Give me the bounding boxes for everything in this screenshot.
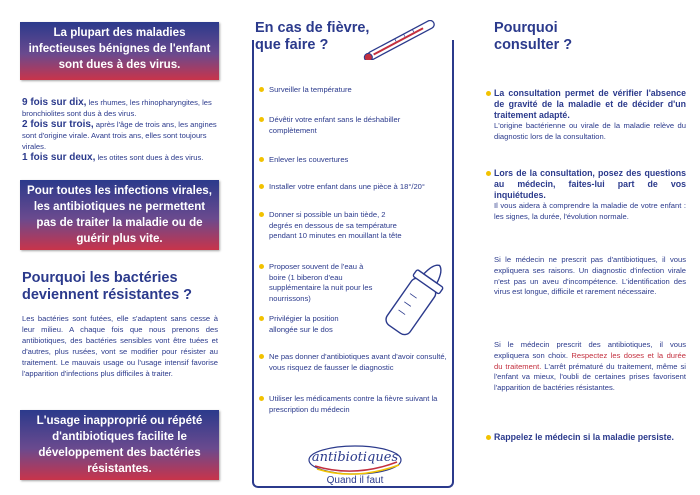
fever-item-7: Privilégier la position allongée sur le dos <box>259 314 369 335</box>
fever-item-4: Installer votre enfant dans une pièce à 18°/20° <box>259 182 449 193</box>
bullet-icon <box>259 117 264 122</box>
consult-block-4: Si le médecin prescrit des antibiotiques, il vous expliquera son choix. Respectez les doses et la durée du traitement. L'arrêt prématuré du traitement, même si l'enfant va mieux, l'oubli de certaines prises favorisent l'apparition de bactéries résistantes. <box>494 340 686 393</box>
stat-2: 2 fois sur trois, après l'âge de trois ans, les angines sont d'origine virale. Avant trois ans, elles sont toujours virales. <box>22 119 217 151</box>
fever-item-6: Proposer souvent de l'eau à boire (1 biberon d'eau supplémentaire la nuit pour les nourrissons) <box>259 262 379 304</box>
logo-script: antibiotiques <box>311 450 399 465</box>
fever-item-8: Ne pas donner d'antibiotiques avant d'avoir consulté, vous risquez de fausser le diagnostic <box>259 352 449 373</box>
bullet-icon <box>259 316 264 321</box>
antibiotiques-logo <box>305 440 405 486</box>
consult-block-5: Rappelez le médecin si la maladie persiste. <box>494 432 686 443</box>
bullet-icon <box>486 91 491 96</box>
consult-block-2: Lors de la consultation, posez des questions au médecin, faites-lui part de vos inquiétudes. Il vous aidera à comprendre la maladie de votre enfant : les signes, la durée, l'évolution normale. <box>494 168 686 223</box>
bullet-icon <box>259 354 264 359</box>
virus-stats <box>22 97 218 163</box>
bullet-icon <box>486 435 491 440</box>
consult-block-3: Si le médecin ne prescrit pas d'antibiotiques, il vous expliquera ses raisons. Un diagnostic d'infection virale n'est pas un aveu d'incompétence. L'identification des virus est longue, difficile et rarement nécessaire. <box>494 255 686 297</box>
thermometer-icon <box>356 20 446 60</box>
bullet-icon <box>259 87 264 92</box>
heading-fever: En cas de fièvre, que faire ? <box>255 20 370 53</box>
heading-consult: Pourquoi consulter ? <box>494 20 573 53</box>
stat-1: 9 fois sur dix, les rhumes, les rhinopharyngites, les bronchiolites sont dus à des virus. <box>22 97 212 118</box>
dose-warning: Respectez les doses et la durée du traitement. <box>494 350 686 371</box>
bullet-icon <box>259 184 264 189</box>
bullet-icon <box>259 264 264 269</box>
baby-bottle-icon <box>380 258 452 340</box>
heading-resistance: Pourquoi les bactéries deviennent résistantes ? <box>22 270 193 303</box>
banner-resistant-bacteria: L'usage inapproprié ou répété d'antibiotiques facilite le développement des bactéries résistantes. <box>20 410 219 480</box>
bullet-icon <box>259 396 264 401</box>
bullet-icon <box>259 157 264 162</box>
fever-item-1: Surveiller la température <box>259 85 449 96</box>
fever-item-5: Donner si possible un bain tiède, 2 degrés en dessous de sa température pendant 10 minutes en mouillant la tête <box>259 210 409 242</box>
fever-item-9: Utiliser les médicaments contre la fièvre suivant la prescription du médecin <box>259 394 449 415</box>
bullet-icon <box>259 212 264 217</box>
bullet-icon <box>486 171 491 176</box>
banner-antibiotics-viral: Pour toutes les infections virales, les antibiotiques ne permettent pas de traiter la maladie ou de guérir plus vite. <box>20 180 219 250</box>
resistance-paragraph: Les bactéries sont futées, elle s'adaptent sans cesse à leur milieu. A chaque fois que nous prenons des antibiotiques, des bactéries sensibles vont être tuées et d'autres, plus rusées, vont se modifier pour résister au traitement. Le mauvais usage ou l'usage intensif favorise l'apparition d'infections plus difficiles à traiter. <box>22 314 218 378</box>
fever-item-3: Enlever les couvertures <box>259 155 449 166</box>
fever-item-2: Dévêtir votre enfant sans le déshabiller complètement <box>259 115 449 136</box>
consult-block-1: La consultation permet de vérifier l'absence de gravité de la maladie et de décider d'un traitement adapté. L'origine bactérienne ou virale de la maladie relève du diagnostic lors de la consultation. <box>494 88 686 143</box>
banner-virus: La plupart des maladies infectieuses bénignes de l'enfant sont dues à des virus. <box>20 22 219 80</box>
logo-tagline: Quand il faut <box>326 475 384 486</box>
stat-3: 1 fois sur deux, les otites sont dues à des virus. <box>22 152 204 163</box>
